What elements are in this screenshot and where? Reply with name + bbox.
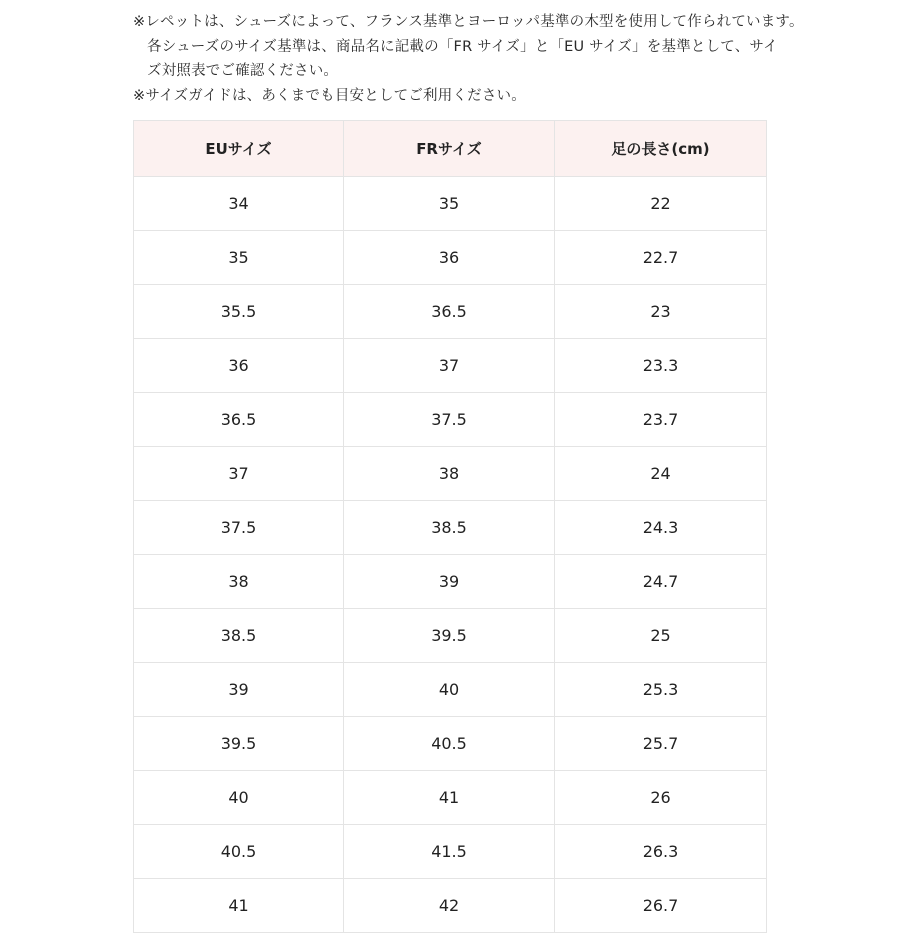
cell-foot-length: 23 [555,285,767,339]
cell-eu-size: 36 [134,339,344,393]
table-row [134,825,767,879]
table-row [134,339,767,393]
cell-foot-length: 22.7 [555,231,767,285]
table-row [134,177,767,231]
size-chart-header [134,121,767,177]
table-row [134,555,767,609]
cell-eu-size: 39.5 [134,717,344,771]
cell-eu-size: 37.5 [134,501,344,555]
cell-fr-size: 38 [344,447,555,501]
cell-fr-size: 37.5 [344,393,555,447]
table-row [134,501,767,555]
table-row [134,393,767,447]
cell-foot-length: 23.7 [555,393,767,447]
cell-eu-size: 39 [134,663,344,717]
cell-foot-length: 25.7 [555,717,767,771]
cell-fr-size: 40.5 [344,717,555,771]
table-row [134,231,767,285]
cell-foot-length: 23.3 [555,339,767,393]
size-notes [133,10,804,108]
header-fr-size: FRサイズ [344,121,555,177]
cell-eu-size: 35.5 [134,285,344,339]
note-guide-disclaimer: ※サイズガイドは、あくまでも目安としてご利用ください。 [133,87,526,104]
header-eu-size: EUサイズ [134,121,344,177]
size-chart-body [134,177,767,933]
size-chart-table [133,120,767,933]
cell-fr-size: 35 [344,177,555,231]
cell-fr-size: 36 [344,231,555,285]
table-row [134,285,767,339]
table-row [134,447,767,501]
cell-eu-size: 36.5 [134,393,344,447]
cell-eu-size: 38.5 [134,609,344,663]
cell-foot-length: 26 [555,771,767,825]
cell-fr-size: 41 [344,771,555,825]
table-row [134,771,767,825]
cell-foot-length: 25 [555,609,767,663]
table-row [134,717,767,771]
cell-eu-size: 37 [134,447,344,501]
cell-eu-size: 40 [134,771,344,825]
cell-foot-length: 26.3 [555,825,767,879]
table-row [134,609,767,663]
cell-eu-size: 41 [134,879,344,933]
cell-foot-length: 26.7 [555,879,767,933]
note-size-standard: 各シューズのサイズ基準は、商品名に記載の「FR サイズ」と「EU サイズ」を基準として、サイ [147,38,778,55]
cell-fr-size: 39.5 [344,609,555,663]
note-size-standard-cont: ズ対照表でご確認ください。 [147,63,339,79]
cell-foot-length: 22 [555,177,767,231]
cell-foot-length: 24.3 [555,501,767,555]
cell-eu-size: 34 [134,177,344,231]
cell-fr-size: 37 [344,339,555,393]
header-foot-length: 足の長さ(cm) [555,121,767,177]
cell-eu-size: 35 [134,231,344,285]
cell-fr-size: 36.5 [344,285,555,339]
table-row [134,663,767,717]
cell-fr-size: 39 [344,555,555,609]
cell-foot-length: 24 [555,447,767,501]
cell-foot-length: 24.7 [555,555,767,609]
header-row [134,121,767,177]
table-row [134,879,767,933]
cell-fr-size: 42 [344,879,555,933]
cell-fr-size: 38.5 [344,501,555,555]
cell-foot-length: 25.3 [555,663,767,717]
cell-fr-size: 40 [344,663,555,717]
cell-eu-size: 38 [134,555,344,609]
cell-eu-size: 40.5 [134,825,344,879]
note-wooden-last: ※レペットは、シューズによって、フランス基準とヨーロッパ基準の木型を使用して作られています。 [133,14,804,30]
cell-fr-size: 41.5 [344,825,555,879]
